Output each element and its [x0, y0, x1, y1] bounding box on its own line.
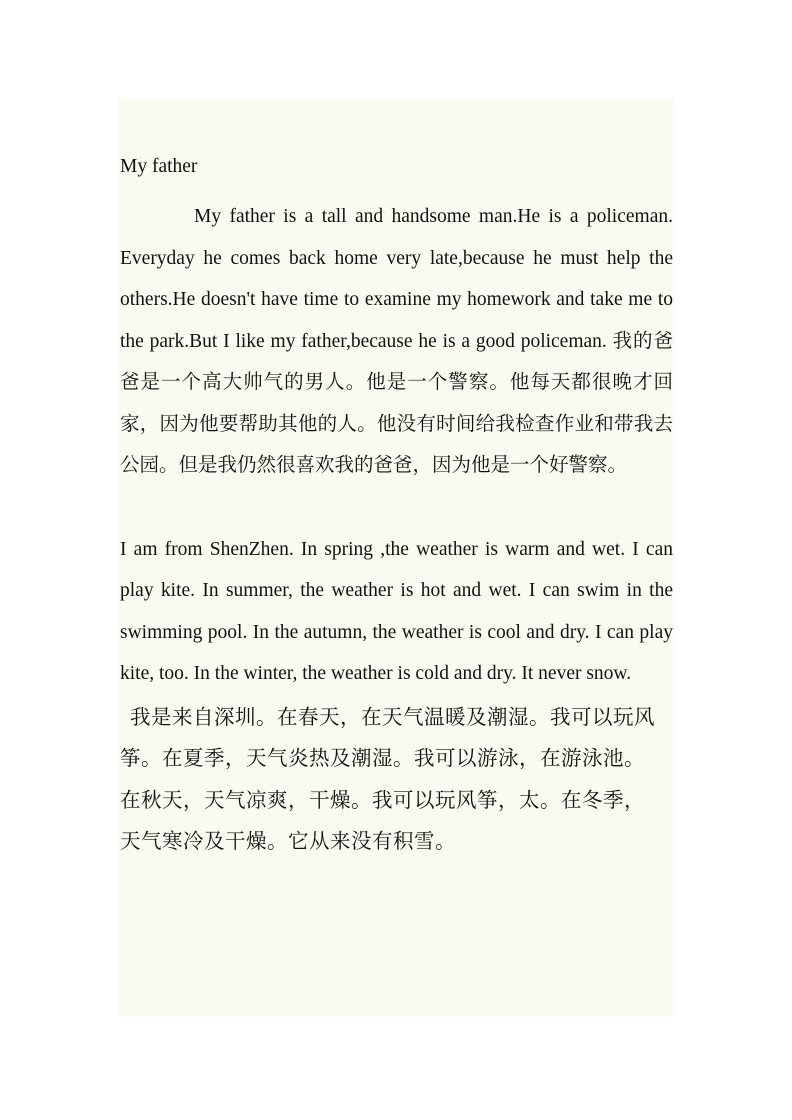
document-content [120, 148, 673, 863]
chinese-line-4: 天气寒冷及干燥。它从来没有积雪。 [120, 829, 456, 853]
shenzhen-chinese-paragraph [120, 697, 673, 863]
father-paragraph: My father is a tall and handsome man.He is a policeman. Everyday he comes back home very late,because he must help the others.He doesn't have time to examine my homework and take me to the park.But I like my father,because he is a good policeman. 我的爸爸是一个高大帅气的男人。他是一个警察。他每天都很晚才回家，因为他要帮助其他的人。他没有时间给我检查作业和带我去公园。但是我仍然很喜欢我的爸爸，因为他是一个好警察。 [120, 206, 673, 476]
chinese-line-3: 在秋天，天气凉爽，干燥。我可以玩风筝，太。在冬季， [120, 787, 645, 812]
chinese-line-1: 我是来自深圳。在春天，在天气温暖及潮湿。我可以玩风 [130, 704, 655, 729]
chinese-line-2: 筝。在夏季，天气炎热及潮湿。我可以游泳，在游泳池。 [120, 746, 645, 770]
paragraph-gap [120, 487, 673, 529]
document-title: My father [120, 156, 198, 177]
shenzhen-english-paragraph: I am from ShenZhen. In spring ,the weather is warm and wet. I can play kite. In summer, the weather is hot and wet. I can swim in the swimming pool. In the autumn, the weather is cool and dry. I can play kite, too. In the winter, the weather is cold and dry. It never snow. [120, 538, 673, 684]
